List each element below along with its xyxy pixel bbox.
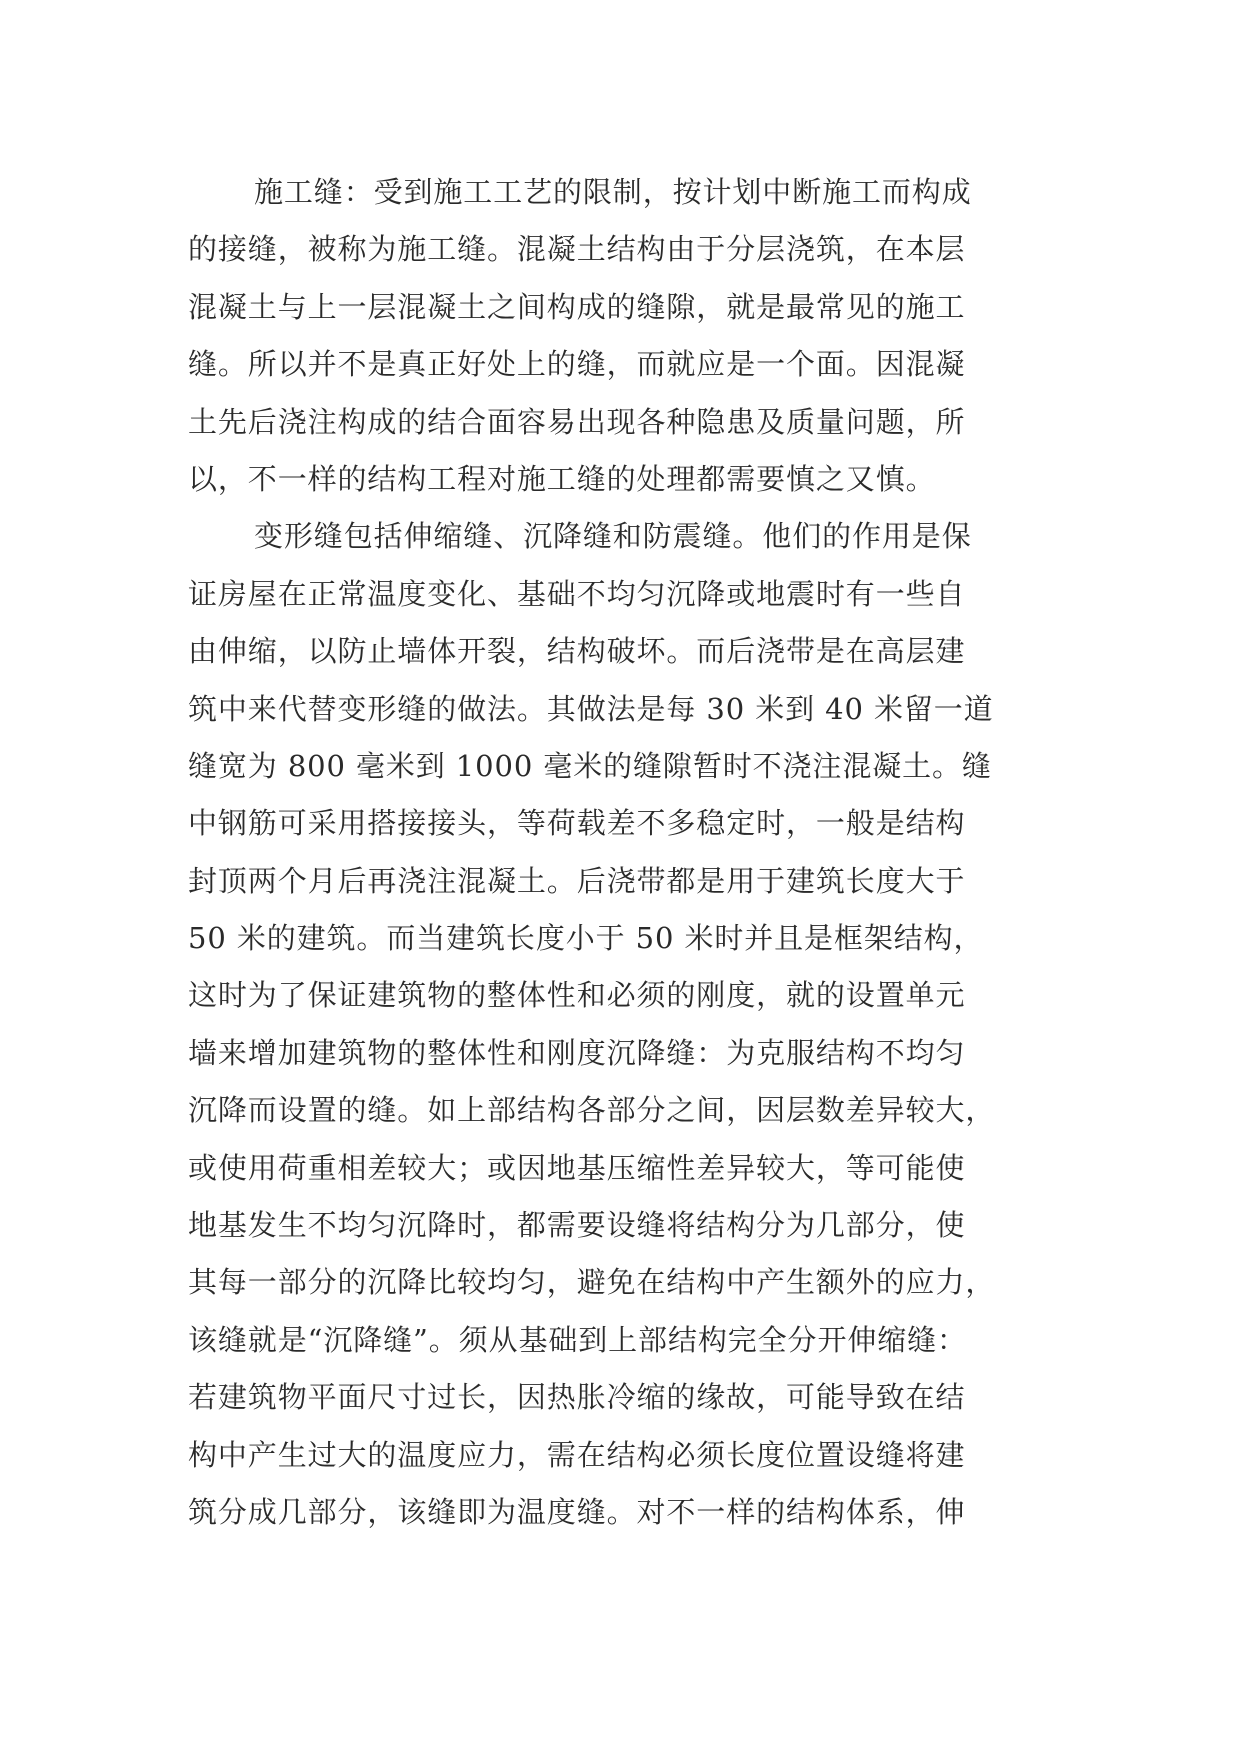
text-line: 这时为了保证建筑物的整体性和必须的刚度，就的设置单元: [188, 978, 966, 1013]
text-line: 或使用荷重相差较大；或因地基压缩性差异较大，等可能使: [188, 1150, 966, 1185]
text-line: 中钢筋可采用搭接接头，等荷载差不多稳定时，一般是结构: [188, 806, 966, 841]
text-line: 筑分成几部分，该缝即为温度缝。对不一样的结构体系，伸: [188, 1494, 966, 1529]
text-line: 50 米的建筑。而当建筑长度小于 50 米时并且是框架结构，: [188, 921, 984, 956]
text-line: 墙来增加建筑物的整体性和刚度沉降缝：为克服结构不均匀: [188, 1035, 966, 1070]
text-line: 以，不一样的结构工程对施工缝的处理都需要慎之又慎。: [188, 461, 936, 496]
text-line: 缝。所以并不是真正好处上的缝，而就应是一个面。因混凝: [188, 347, 966, 382]
text-line: 筑中来代替变形缝的做法。其做法是每 30 米到 40 米留一道: [188, 691, 994, 726]
text-line: 由伸缩，以防止墙体开裂，结构破坏。而后浇带是在高层建: [188, 634, 966, 669]
text-line: 混凝土与上一层混凝土之间构成的缝隙，就是最常见的施工: [188, 289, 966, 324]
text-line: 封顶两个月后再浇注混凝土。后浇带都是用于建筑长度大于: [188, 863, 966, 898]
text-line: 施工缝：受到施工工艺的限制，按计划中断施工而构成: [254, 175, 972, 209]
text-line: 的接缝，被称为施工缝。混凝土结构由于分层浇筑，在本层: [188, 232, 966, 267]
text-line: 土先后浇注构成的结合面容易出现各种隐患及质量问题，所: [188, 404, 966, 439]
text-line: 若建筑物平面尺寸过长，因热胀冷缩的缘故，可能导致在结: [188, 1380, 966, 1415]
text-line: 缝宽为 800 毫米到 1000 毫米的缝隙暂时不浇注混凝土。缝: [188, 748, 992, 783]
text-line: 地基发生不均匀沉降时，都需要设缝将结构分为几部分，使: [188, 1208, 966, 1243]
text-line: 沉降而设置的缝。如上部结构各部分之间，因层数差异较大，: [188, 1093, 996, 1128]
text-line: 该缝就是“沉降缝”。须从基础到上部结构完全分开伸缩缝：: [188, 1322, 967, 1357]
text-line: 构中产生过大的温度应力，需在结构必须长度位置设缝将建: [188, 1437, 966, 1472]
text-line: 其每一部分的沉降比较均匀，避免在结构中产生额外的应力，: [188, 1265, 996, 1300]
text-line: 证房屋在正常温度变化、基础不均匀沉降或地震时有一些自: [188, 576, 966, 611]
text-line: 变形缝包括伸缩缝、沉降缝和防震缝。他们的作用是保: [254, 519, 972, 554]
body-text: [188, 164, 1064, 1541]
